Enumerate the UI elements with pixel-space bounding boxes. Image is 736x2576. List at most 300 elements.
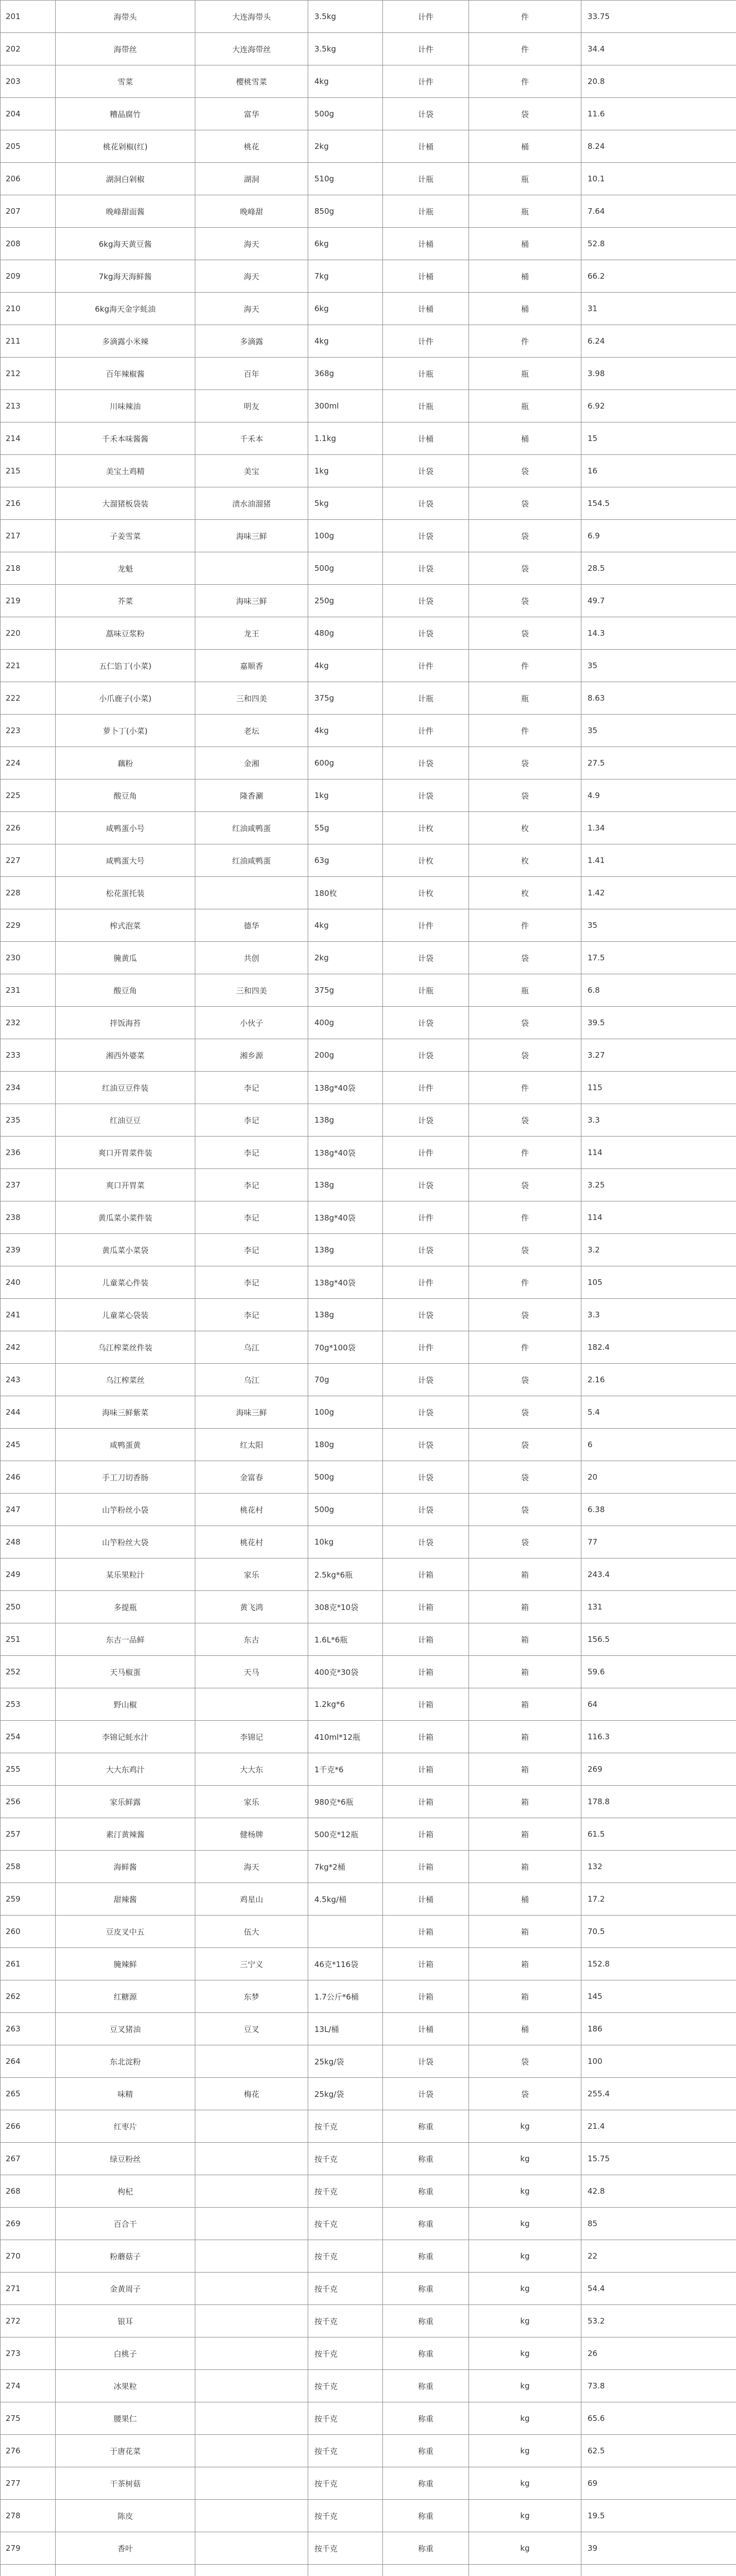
brand-cell: 李锦记 — [195, 1721, 308, 1753]
product-name-cell: 红油豆豆件装 — [56, 1072, 195, 1104]
price-cell: 178.8 — [581, 1786, 736, 1818]
table-row — [1, 1721, 736, 1753]
sale-mode-cell: 计袋 — [383, 585, 469, 617]
price-cell: 243.4 — [581, 1558, 736, 1591]
sale-mode-cell: 计件 — [383, 65, 469, 98]
product-name-cell: 小爪鹿子(小菜) — [56, 682, 195, 715]
unit-cell: 袋 — [469, 1007, 581, 1039]
product-name-cell: 儿童菜心袋装 — [56, 1299, 195, 1331]
sale-mode-cell: 计箱 — [383, 1948, 469, 1980]
price-cell: 73.8 — [581, 2370, 736, 2402]
unit-cell: 箱 — [469, 1656, 581, 1688]
row-number-cell: 216 — [1, 487, 56, 520]
table-row — [1, 98, 736, 130]
product-name-cell — [56, 2565, 195, 2576]
row-number-cell: 279 — [1, 2532, 56, 2565]
unit-cell: kg — [469, 2435, 581, 2467]
product-name-cell: 某乐果粒汁 — [56, 1558, 195, 1591]
spec-cell: 按千克 — [308, 2110, 383, 2143]
unit-cell: kg — [469, 2500, 581, 2532]
table-row — [1, 2402, 736, 2435]
brand-cell — [195, 2370, 308, 2402]
price-cell: 39.5 — [581, 1007, 736, 1039]
sale-mode-cell: 计箱 — [383, 1818, 469, 1851]
table-row — [1, 1234, 736, 1266]
brand-cell: 东古 — [195, 1623, 308, 1656]
price-cell: 61.5 — [581, 1818, 736, 1851]
product-name-cell: 爽口开胃菜件装 — [56, 1137, 195, 1169]
product-name-cell: 龙魁 — [56, 552, 195, 585]
sale-mode-cell: 计袋 — [383, 98, 469, 130]
row-number-cell: 243 — [1, 1364, 56, 1396]
row-number-cell: 268 — [1, 2175, 56, 2208]
row-number-cell: 201 — [1, 1, 56, 33]
row-number-cell: 278 — [1, 2500, 56, 2532]
unit-cell — [469, 2565, 581, 2576]
table-row — [1, 33, 736, 65]
brand-cell: 家乐 — [195, 1558, 308, 1591]
sale-mode-cell: 称重 — [383, 2337, 469, 2370]
spec-cell: 按千克 — [308, 2500, 383, 2532]
spec-cell: 180g — [308, 1429, 383, 1461]
spec-cell: 2.5kg*6瓶 — [308, 1558, 383, 1591]
spec-cell: 4kg — [308, 650, 383, 682]
product-name-cell: 陈皮 — [56, 2500, 195, 2532]
row-number-cell: 239 — [1, 1234, 56, 1266]
product-name-cell: 干茶树菇 — [56, 2467, 195, 2500]
table-row — [1, 520, 736, 552]
spec-cell: 5kg — [308, 487, 383, 520]
brand-cell: 晚峰甜 — [195, 195, 308, 228]
sale-mode-cell: 计袋 — [383, 1104, 469, 1137]
unit-cell: 袋 — [469, 747, 581, 779]
product-name-cell: 金黄周子 — [56, 2273, 195, 2305]
row-number-cell: 258 — [1, 1851, 56, 1883]
unit-cell: 袋 — [469, 1429, 581, 1461]
sale-mode-cell: 计袋 — [383, 1234, 469, 1266]
sale-mode-cell: 计桶 — [383, 1883, 469, 1916]
price-cell: 6.24 — [581, 325, 736, 358]
product-name-cell: 松花蛋托装 — [56, 877, 195, 909]
spec-cell: 3.5kg — [308, 1, 383, 33]
brand-cell: 渍水油溜猪 — [195, 487, 308, 520]
sale-mode-cell: 计件 — [383, 1072, 469, 1104]
price-cell: 16 — [581, 455, 736, 487]
product-name-cell: 香叶 — [56, 2532, 195, 2565]
price-cell: 152.8 — [581, 1948, 736, 1980]
price-cell: 255.4 — [581, 2078, 736, 2110]
row-number-cell: 244 — [1, 1396, 56, 1429]
row-number-cell: 215 — [1, 455, 56, 487]
price-cell: 6.92 — [581, 390, 736, 422]
row-number-cell: 273 — [1, 2337, 56, 2370]
unit-cell: 箱 — [469, 1721, 581, 1753]
sale-mode-cell: 计箱 — [383, 1980, 469, 2013]
sale-mode-cell: 计件 — [383, 1201, 469, 1234]
price-cell: 20 — [581, 1461, 736, 1494]
price-cell: 156.5 — [581, 1623, 736, 1656]
price-cell: 1.42 — [581, 877, 736, 909]
product-name-cell: 黄瓜菜小菜袋 — [56, 1234, 195, 1266]
sale-mode-cell: 计箱 — [383, 1656, 469, 1688]
price-cell: 8.24 — [581, 130, 736, 163]
product-name-cell: 家乐鲜露 — [56, 1786, 195, 1818]
row-number-cell: 265 — [1, 2078, 56, 2110]
price-cell: 85 — [581, 2208, 736, 2240]
price-cell: 17.5 — [581, 942, 736, 974]
brand-cell: 湖洞 — [195, 163, 308, 195]
table-row — [1, 812, 736, 844]
price-cell: 1.34 — [581, 812, 736, 844]
brand-cell — [195, 2273, 308, 2305]
price-cell: 115 — [581, 1072, 736, 1104]
spec-cell: 300ml — [308, 390, 383, 422]
sale-mode-cell: 计瓶 — [383, 682, 469, 715]
brand-cell: 百年 — [195, 358, 308, 390]
spec-cell: 510g — [308, 163, 383, 195]
unit-cell: 瓶 — [469, 163, 581, 195]
table-row — [1, 2370, 736, 2402]
table-row — [1, 942, 736, 974]
row-number-cell: 275 — [1, 2402, 56, 2435]
table-row — [1, 974, 736, 1007]
table-row — [1, 293, 736, 325]
table-row — [1, 1656, 736, 1688]
row-number-cell — [1, 2565, 56, 2576]
sale-mode-cell: 计袋 — [383, 520, 469, 552]
table-row — [1, 1266, 736, 1299]
table-row — [1, 455, 736, 487]
sale-mode-cell: 计件 — [383, 1266, 469, 1299]
product-name-cell: 海带丝 — [56, 33, 195, 65]
table-row — [1, 877, 736, 909]
unit-cell: 袋 — [469, 1396, 581, 1429]
product-name-cell: 儿童菜心件装 — [56, 1266, 195, 1299]
product-name-cell: 枸杞 — [56, 2175, 195, 2208]
sale-mode-cell: 计件 — [383, 909, 469, 942]
spec-cell: 500g — [308, 98, 383, 130]
brand-cell: 大连海带头 — [195, 1, 308, 33]
unit-cell: 袋 — [469, 942, 581, 974]
row-number-cell: 262 — [1, 1980, 56, 2013]
table-row — [1, 358, 736, 390]
table-row — [1, 1201, 736, 1234]
product-name-cell: 6kg海天黄豆酱 — [56, 228, 195, 260]
row-number-cell: 217 — [1, 520, 56, 552]
price-cell: 182.4 — [581, 1331, 736, 1364]
row-number-cell: 206 — [1, 163, 56, 195]
brand-cell: 德华 — [195, 909, 308, 942]
row-number-cell: 251 — [1, 1623, 56, 1656]
brand-cell: 隆香涮 — [195, 779, 308, 812]
table-row — [1, 1396, 736, 1429]
table-row — [1, 1169, 736, 1201]
row-number-cell: 205 — [1, 130, 56, 163]
spec-cell: 4kg — [308, 909, 383, 942]
spec-cell: 按千克 — [308, 2370, 383, 2402]
brand-cell — [195, 2435, 308, 2467]
product-name-cell: 多提瓶 — [56, 1591, 195, 1623]
table-row — [1, 552, 736, 585]
brand-cell: 多滴露 — [195, 325, 308, 358]
table-row — [1, 682, 736, 715]
price-cell: 31 — [581, 293, 736, 325]
unit-cell: 袋 — [469, 1104, 581, 1137]
brand-cell — [195, 2143, 308, 2175]
row-number-cell: 274 — [1, 2370, 56, 2402]
sale-mode-cell: 计瓶 — [383, 974, 469, 1007]
table-row — [1, 2273, 736, 2305]
row-number-cell: 219 — [1, 585, 56, 617]
brand-cell: 樱桃雪菜 — [195, 65, 308, 98]
unit-cell: 瓶 — [469, 974, 581, 1007]
spec-cell: 138g*40袋 — [308, 1072, 383, 1104]
unit-cell: kg — [469, 2370, 581, 2402]
row-number-cell: 252 — [1, 1656, 56, 1688]
product-name-cell: 湘西外婆菜 — [56, 1039, 195, 1072]
unit-cell: 桶 — [469, 228, 581, 260]
spec-cell: 3.5kg — [308, 33, 383, 65]
product-name-cell: 美宝土鸡精 — [56, 455, 195, 487]
row-number-cell: 214 — [1, 422, 56, 455]
product-name-cell: 白桃子 — [56, 2337, 195, 2370]
brand-cell — [195, 2305, 308, 2337]
product-name-cell: 百年辣椒酱 — [56, 358, 195, 390]
product-name-cell: 咸鸭蛋小号 — [56, 812, 195, 844]
sale-mode-cell: 计箱 — [383, 1591, 469, 1623]
unit-cell: kg — [469, 2532, 581, 2565]
spec-cell: 13L/桶 — [308, 2013, 383, 2045]
spec-cell: 6kg — [308, 293, 383, 325]
row-number-cell: 242 — [1, 1331, 56, 1364]
row-number-cell: 260 — [1, 1916, 56, 1948]
row-number-cell: 213 — [1, 390, 56, 422]
table-row — [1, 747, 736, 779]
sale-mode-cell: 计桶 — [383, 228, 469, 260]
sale-mode-cell: 计袋 — [383, 942, 469, 974]
product-name-cell: 糟晶腐竹 — [56, 98, 195, 130]
row-number-cell: 203 — [1, 65, 56, 98]
table-row — [1, 1851, 736, 1883]
table-row — [1, 1364, 736, 1396]
row-number-cell: 225 — [1, 779, 56, 812]
sale-mode-cell: 计瓶 — [383, 195, 469, 228]
unit-cell: 枚 — [469, 812, 581, 844]
row-number-cell: 266 — [1, 2110, 56, 2143]
table-row — [1, 1072, 736, 1104]
unit-cell: 桶 — [469, 422, 581, 455]
brand-cell: 李记 — [195, 1169, 308, 1201]
sale-mode-cell: 计袋 — [383, 779, 469, 812]
product-name-cell: 李锦记蚝水汁 — [56, 1721, 195, 1753]
price-cell: 100 — [581, 2045, 736, 2078]
row-number-cell: 261 — [1, 1948, 56, 1980]
product-name-cell: 腌辣鲜 — [56, 1948, 195, 1980]
spec-cell: 138g*40袋 — [308, 1137, 383, 1169]
spec-cell: 4kg — [308, 65, 383, 98]
unit-cell: 袋 — [469, 779, 581, 812]
product-name-cell: 乌江榨菜丝 — [56, 1364, 195, 1396]
price-cell: 20.8 — [581, 65, 736, 98]
spec-cell: 4.5kg/桶 — [308, 1883, 383, 1916]
table-row — [1, 2500, 736, 2532]
spec-cell: 138g — [308, 1104, 383, 1137]
spec-cell — [308, 2565, 383, 2576]
table-row — [1, 2078, 736, 2110]
price-cell: 62.5 — [581, 2435, 736, 2467]
price-cell: 64 — [581, 1688, 736, 1721]
table-row — [1, 1883, 736, 1916]
unit-cell: 件 — [469, 650, 581, 682]
product-name-cell: 五仁馅丁(小菜) — [56, 650, 195, 682]
unit-cell: 件 — [469, 1, 581, 33]
sale-mode-cell: 计袋 — [383, 1429, 469, 1461]
row-number-cell: 234 — [1, 1072, 56, 1104]
sale-mode-cell: 计箱 — [383, 1623, 469, 1656]
brand-cell: 桃花 — [195, 130, 308, 163]
spec-cell: 1千克*6 — [308, 1753, 383, 1786]
price-cell: 114 — [581, 1201, 736, 1234]
brand-cell: 大连海带丝 — [195, 33, 308, 65]
sale-mode-cell: 计箱 — [383, 1916, 469, 1948]
brand-cell: 海天 — [195, 293, 308, 325]
sale-mode-cell: 计枚 — [383, 877, 469, 909]
brand-cell — [195, 2208, 308, 2240]
price-cell: 145 — [581, 1980, 736, 2013]
price-cell: 54.4 — [581, 2273, 736, 2305]
row-number-cell: 247 — [1, 1494, 56, 1526]
sale-mode-cell: 计瓶 — [383, 163, 469, 195]
brand-cell — [195, 2110, 308, 2143]
brand-cell — [195, 2500, 308, 2532]
sale-mode-cell: 称重 — [383, 2305, 469, 2337]
spec-cell: 63g — [308, 844, 383, 877]
price-cell: 59.6 — [581, 1656, 736, 1688]
unit-cell: 瓶 — [469, 358, 581, 390]
sale-mode-cell: 计袋 — [383, 1461, 469, 1494]
row-number-cell: 241 — [1, 1299, 56, 1331]
table-row — [1, 650, 736, 682]
row-number-cell: 207 — [1, 195, 56, 228]
spec-cell: 按千克 — [308, 2435, 383, 2467]
price-cell: 14.3 — [581, 617, 736, 650]
spec-cell: 1kg — [308, 779, 383, 812]
price-cell: 17.2 — [581, 1883, 736, 1916]
table-row — [1, 715, 736, 747]
unit-cell: 桶 — [469, 260, 581, 293]
brand-cell: 湘乡源 — [195, 1039, 308, 1072]
price-cell: 66.2 — [581, 260, 736, 293]
price-cell: 3.2 — [581, 1234, 736, 1266]
price-cell: 27.5 — [581, 747, 736, 779]
table-row — [1, 2013, 736, 2045]
unit-cell: 桶 — [469, 293, 581, 325]
unit-cell: 件 — [469, 325, 581, 358]
row-number-cell: 257 — [1, 1818, 56, 1851]
brand-cell: 红油咸鸭蛋 — [195, 844, 308, 877]
product-name-cell: 爽口开胃菜 — [56, 1169, 195, 1201]
unit-cell: kg — [469, 2273, 581, 2305]
spec-cell: 500g — [308, 1461, 383, 1494]
unit-cell: kg — [469, 2143, 581, 2175]
unit-cell: 袋 — [469, 1364, 581, 1396]
table-row — [1, 260, 736, 293]
row-number-cell: 238 — [1, 1201, 56, 1234]
price-cell: 19.5 — [581, 2500, 736, 2532]
price-cell: 49.7 — [581, 585, 736, 617]
brand-cell: 李记 — [195, 1234, 308, 1266]
unit-cell: 件 — [469, 65, 581, 98]
brand-cell: 金富春 — [195, 1461, 308, 1494]
sale-mode-cell: 计箱 — [383, 1851, 469, 1883]
product-name-cell: 绿豆粉丝 — [56, 2143, 195, 2175]
sale-mode-cell: 计袋 — [383, 1396, 469, 1429]
sale-mode-cell: 计桶 — [383, 422, 469, 455]
unit-cell: kg — [469, 2337, 581, 2370]
price-cell: 52.8 — [581, 228, 736, 260]
brand-cell: 嘉顺香 — [195, 650, 308, 682]
spec-cell: 按千克 — [308, 2273, 383, 2305]
product-name-cell: 山竽粉丝小袋 — [56, 1494, 195, 1526]
brand-cell: 豆叉 — [195, 2013, 308, 2045]
spec-cell: 按千克 — [308, 2532, 383, 2565]
price-cell: 6.38 — [581, 1494, 736, 1526]
sale-mode-cell: 计桶 — [383, 2013, 469, 2045]
brand-cell — [195, 1688, 308, 1721]
unit-cell: 箱 — [469, 1558, 581, 1591]
spec-cell: 308克*10袋 — [308, 1591, 383, 1623]
row-number-cell: 212 — [1, 358, 56, 390]
brand-cell: 家乐 — [195, 1786, 308, 1818]
row-number-cell: 256 — [1, 1786, 56, 1818]
sale-mode-cell: 称重 — [383, 2208, 469, 2240]
price-cell: 5.4 — [581, 1396, 736, 1429]
table-row — [1, 2435, 736, 2467]
row-number-cell: 221 — [1, 650, 56, 682]
sale-mode-cell: 计袋 — [383, 552, 469, 585]
product-name-cell: 海带头 — [56, 1, 195, 33]
product-name-cell: 千禾本味酱酱 — [56, 422, 195, 455]
brand-cell: 小伙子 — [195, 1007, 308, 1039]
unit-cell: 袋 — [469, 1526, 581, 1558]
sale-mode-cell: 计件 — [383, 650, 469, 682]
brand-cell: 东梦 — [195, 1980, 308, 2013]
unit-cell: 桶 — [469, 130, 581, 163]
product-name-cell: 东古一品鲜 — [56, 1623, 195, 1656]
sale-mode-cell: 计桶 — [383, 260, 469, 293]
unit-cell: 袋 — [469, 552, 581, 585]
unit-cell: 枚 — [469, 844, 581, 877]
sale-mode-cell: 称重 — [383, 2467, 469, 2500]
product-name-cell: 6kg海天金字蚝油 — [56, 293, 195, 325]
row-number-cell: 227 — [1, 844, 56, 877]
brand-cell: 海天 — [195, 228, 308, 260]
table-row — [1, 1623, 736, 1656]
row-number-cell: 237 — [1, 1169, 56, 1201]
brand-cell — [195, 552, 308, 585]
brand-cell: 海味三鲜 — [195, 1396, 308, 1429]
unit-cell: 件 — [469, 909, 581, 942]
table-row — [1, 487, 736, 520]
price-cell: 28.5 — [581, 552, 736, 585]
spec-cell: 410ml*12瓶 — [308, 1721, 383, 1753]
price-cell: 105 — [581, 1266, 736, 1299]
table-row — [1, 1818, 736, 1851]
row-number-cell: 264 — [1, 2045, 56, 2078]
row-number-cell: 228 — [1, 877, 56, 909]
brand-cell: 李记 — [195, 1137, 308, 1169]
product-name-cell: 榨式泡菜 — [56, 909, 195, 942]
